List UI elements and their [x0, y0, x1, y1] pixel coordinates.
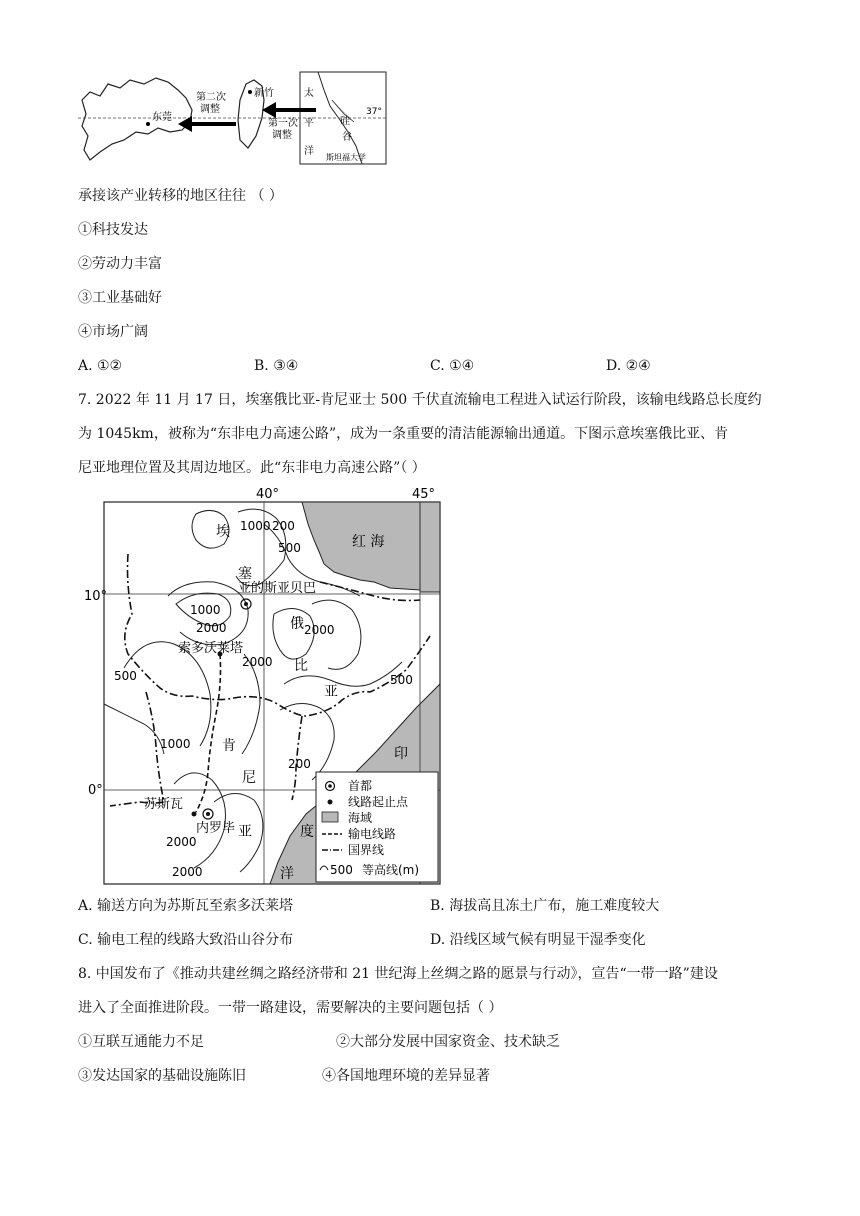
q8-item-2: ②大部分发展中国家资金、技术缺乏 [336, 1034, 560, 1050]
label-valley-1: 硅 [340, 116, 350, 127]
q8-item-4: ④各国地理环境的差异显著 [322, 1068, 490, 1084]
legend-capital: 首都 [348, 779, 373, 793]
legend-line: 输电线路 [348, 827, 397, 841]
country1-char-5: 亚 [324, 684, 338, 700]
indian-ocean-label-3: 洋 [280, 866, 294, 882]
q7-option-b[interactable]: B. 海拔高且冻土广布，施工难度较大 [430, 898, 660, 914]
q6-option-b[interactable]: B. ③④ [254, 358, 299, 374]
label-pacific-3: 洋 [304, 146, 314, 157]
red-sea-label: 红 海 [352, 534, 385, 550]
q6-stem: 承接该产业转移的地区往往 （ ） [78, 188, 283, 204]
lon-40-label: 40° [256, 487, 280, 502]
east-africa-map [84, 484, 444, 886]
lon-45-label: 45° [412, 487, 436, 502]
q7-stem-2: 为 1045km，被称为“东非电力高速公路”，成为一条重要的清洁能源输出通道。下图示意埃塞俄比亚、肯 [78, 426, 729, 442]
q6-option-a[interactable]: A. ①② [78, 358, 123, 374]
country2-char-2: 尼 [242, 770, 256, 786]
country2-char-1: 肯 [222, 738, 236, 754]
contour-label-12: 2000 [166, 835, 197, 849]
industry-transfer-map [78, 70, 390, 172]
q7-stem-1: 7. 2022 年 11 月 17 日，埃塞俄比亚-肯尼亚士 500 千伏直流输电工程进入试运行阶段，该输电线路总长度约 [78, 392, 762, 408]
label-pacific-2: 平 [304, 118, 314, 129]
sodo-label: 索多沃莱塔 [178, 641, 244, 656]
q6-option-d[interactable]: D. ②④ [606, 358, 651, 374]
contour-label-6: 2000 [304, 623, 335, 637]
suswa-label: 苏斯瓦 [144, 797, 184, 812]
country1-char-2: 塞 [238, 566, 252, 582]
contour-label-5: 2000 [196, 621, 227, 635]
label-adjust2-a: 第二次 [196, 92, 226, 103]
legend-border: 国界线 [348, 843, 385, 857]
label-pacific-1: 太 [304, 88, 314, 99]
country2-char-3: 亚 [238, 824, 252, 840]
label-valley-2: 谷 [342, 132, 352, 143]
q6-option-c[interactable]: C. ①④ [430, 358, 475, 374]
q7-stem-3: 尼亚地理位置及其周边地区。此“东非电力高速公路”（ ） [78, 460, 426, 476]
q7-option-a[interactable]: A. 输送方向为苏斯瓦至索多沃莱塔 [78, 898, 294, 914]
indian-ocean-label-1: 印 [394, 746, 408, 762]
q6-item-3: ③工业基础好 [78, 290, 162, 306]
q7-option-d[interactable]: D. 沿线区域气候有明显干湿季变化 [430, 932, 646, 948]
label-adjust1-b: 调整 [272, 130, 292, 141]
contour-label-4: 1000 [190, 603, 221, 617]
country1-char-4: 比 [294, 658, 308, 674]
addis-label: 亚的斯亚贝巴 [238, 581, 317, 596]
country1-char-1: 埃 [216, 524, 230, 540]
legend-sea: 海域 [348, 811, 373, 825]
contour-label-9: 500 [390, 673, 413, 687]
legend-contour: 等高线(m) [362, 863, 420, 877]
contour-label-8: 500 [114, 669, 137, 683]
label-lat: 37° [366, 107, 382, 117]
lat-10-label: 10° [84, 589, 108, 604]
guangdong-outline [82, 78, 192, 160]
label-xinzhu: 新竹 [254, 88, 274, 99]
contour-label-2: 200 [272, 519, 295, 533]
q8-stem-2: 进入了全面推进阶段。一带一路建设，需要解决的主要问题包括（ ） [78, 1000, 503, 1016]
q6-item-1: ①科技发达 [78, 222, 148, 238]
lat-0-label: 0° [88, 783, 103, 798]
q6-item-2: ②劳动力丰富 [78, 256, 162, 272]
q8-stem-1: 8. 中国发布了《推动共建丝绸之路经济带和 21 世纪海上丝绸之路的愿景与行动》，宣告“一带一路”建设 [78, 966, 718, 982]
contour-label-13: 2000 [172, 865, 203, 879]
legend-contour-value: 500 [330, 863, 353, 877]
contour-label-11: 200 [288, 757, 311, 771]
indian-ocean-label-2: 度 [300, 824, 314, 840]
label-adjust1-a: 第一次 [268, 118, 298, 129]
label-stanford: 斯坦福大学 [326, 153, 366, 162]
contour-label-1: 1000 [240, 519, 271, 533]
contour-label-7: 2000 [242, 655, 273, 669]
q8-item-1: ①互联互通能力不足 [78, 1034, 204, 1050]
map-legend [316, 772, 438, 882]
country1-char-3: 俄 [290, 616, 304, 632]
q8-item-3: ③发达国家的基础设施陈旧 [78, 1068, 246, 1084]
contour-label-3: 500 [278, 541, 301, 555]
q7-option-c[interactable]: C. 输电工程的线路大致沿山谷分布 [78, 932, 294, 948]
contour-label-10: 1000 [160, 737, 191, 751]
nairobi-label: 内罗毕 [196, 821, 236, 836]
legend-endpoint: 线路起止点 [348, 795, 409, 809]
label-dongguan: 东莞 [152, 112, 172, 123]
label-adjust2-b: 调整 [200, 104, 220, 115]
q6-item-4: ④市场广阔 [78, 324, 148, 340]
